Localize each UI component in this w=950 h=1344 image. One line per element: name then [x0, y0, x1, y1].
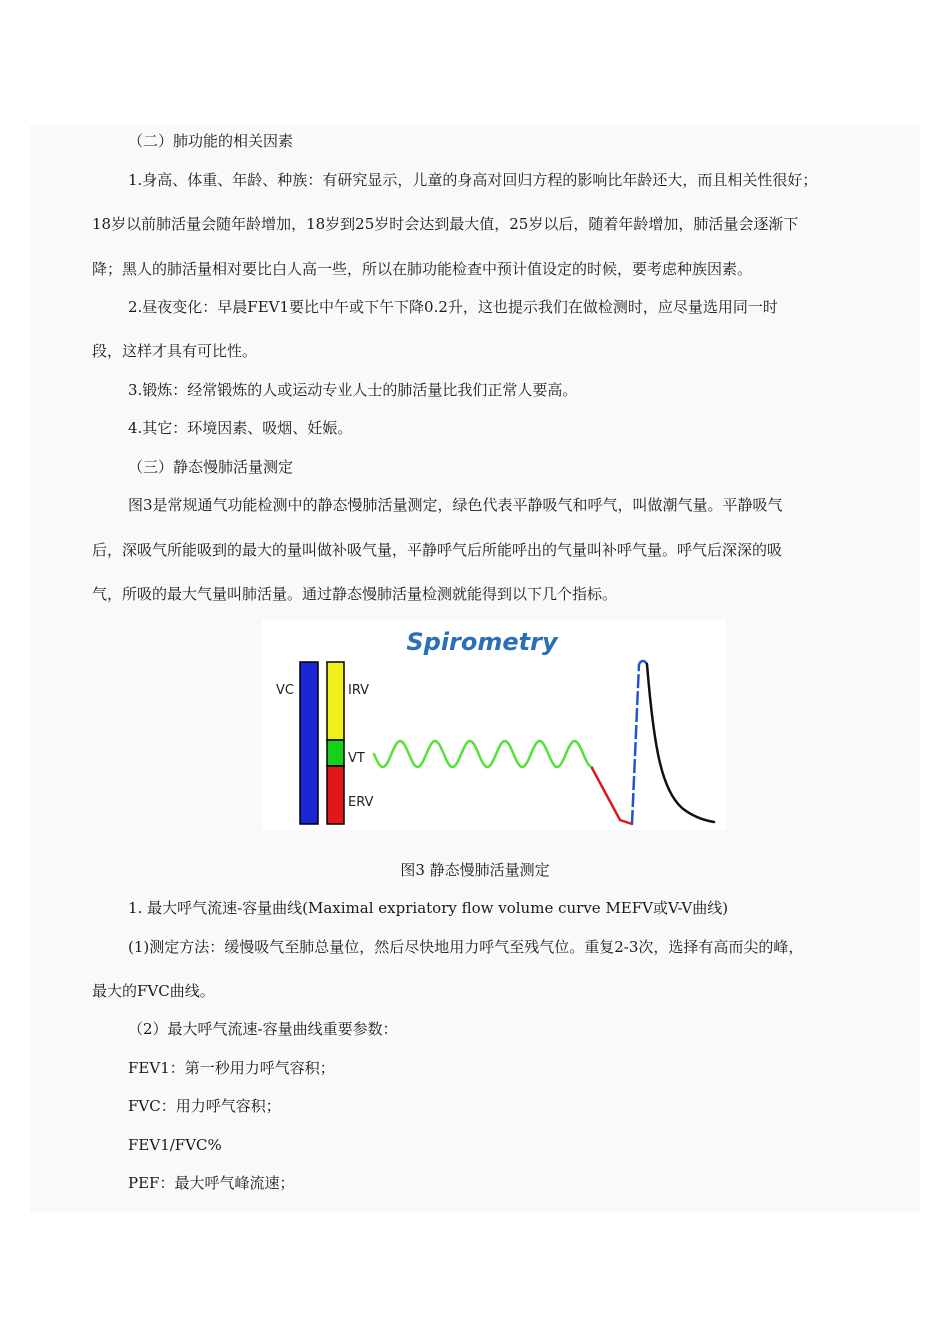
- spirometry-figure: [262, 620, 726, 830]
- paragraph-line: 最大的FVC曲线。: [92, 982, 215, 1000]
- irv-segment: [327, 662, 344, 740]
- param-fvc: FVC：用力呼气容积；: [128, 1097, 281, 1115]
- forced-expiration-decay: [647, 664, 714, 822]
- paragraph-line: 段，这样才具有可比性。: [92, 342, 258, 360]
- figure-title: Spirometry: [406, 628, 558, 656]
- figure-caption: 图3 静态慢肺活量测定: [400, 861, 550, 879]
- spirometry-diagram: [262, 620, 726, 830]
- param-ratio: FEV1/FVC%: [128, 1136, 222, 1154]
- paragraph-line: 1.身高、体重、年龄、种族：有研究显示，儿童的身高对回归方程的影响比年龄还大，而且相关性很好；: [128, 171, 818, 189]
- erv-label: ERV: [348, 795, 374, 810]
- paragraph-line: 18岁以前肺活量会随年龄增加，18岁到25岁时会达到最大值，25岁以后，随着年龄增加，肺活量会逐渐下: [92, 215, 799, 233]
- vt-label: VT: [348, 751, 365, 766]
- section-2-heading: （二）肺功能的相关因素: [128, 132, 294, 150]
- paragraph-line: 后，深吸气所能吸到的最大的量叫做补吸气量，平静呼气后所能呼出的气量叫补呼气量。呼气后深深的吸: [92, 541, 783, 559]
- paragraph-line: 3.锻炼：经常锻炼的人或运动专业人士的肺活量比我们正常人要高。: [128, 381, 578, 399]
- mefv-item-1: 1. 最大呼气流速-容量曲线(Maximal expriatory flow volume curve MEFV或V-V曲线): [128, 899, 729, 917]
- paragraph-line: 4.其它：环境因素、吸烟、妊娠。: [128, 419, 353, 437]
- expiration-curve: [592, 768, 632, 824]
- paragraph-line: 图3是常规通气功能检测中的静态慢肺活量测定，绿色代表平静吸气和呼气，叫做潮气量。平静吸气: [128, 496, 783, 514]
- paragraph-line: 气，所吸的最大气量叫肺活量。通过静态慢肺活量检测就能得到以下几个指标。: [92, 585, 618, 603]
- vc-label: VC: [276, 683, 294, 698]
- erv-segment: [327, 766, 344, 824]
- section-3-heading: （三）静态慢肺活量测定: [128, 458, 294, 476]
- vc-bar: [300, 662, 318, 824]
- param-fev1: FEV1：第一秒用力呼气容积；: [128, 1059, 335, 1077]
- paragraph-line: 2.昼夜变化：早晨FEV1要比中午或下午下降0.2升，这也提示我们在做检测时，应尽量选用同一时: [128, 298, 778, 316]
- peak-cap: [639, 661, 647, 664]
- deep-inspiration-line: [632, 664, 639, 824]
- tidal-breathing-curve: [374, 741, 592, 767]
- param-pef: PEF：最大呼气峰流速；: [128, 1174, 295, 1192]
- irv-label: IRV: [348, 683, 370, 698]
- paragraph-line: 降；黑人的肺活量相对要比白人高一些，所以在肺功能检查中预计值设定的时候，要考虑种族因素。: [92, 260, 753, 278]
- paragraph-line: (1)测定方法：缓慢吸气至肺总量位，然后尽快地用力呼气至残气位。重复2-3次，选择有高而尖的峰，: [128, 938, 804, 956]
- params-heading: （2）最大呼气流速-容量曲线重要参数：: [128, 1020, 398, 1038]
- vt-segment: [327, 740, 344, 766]
